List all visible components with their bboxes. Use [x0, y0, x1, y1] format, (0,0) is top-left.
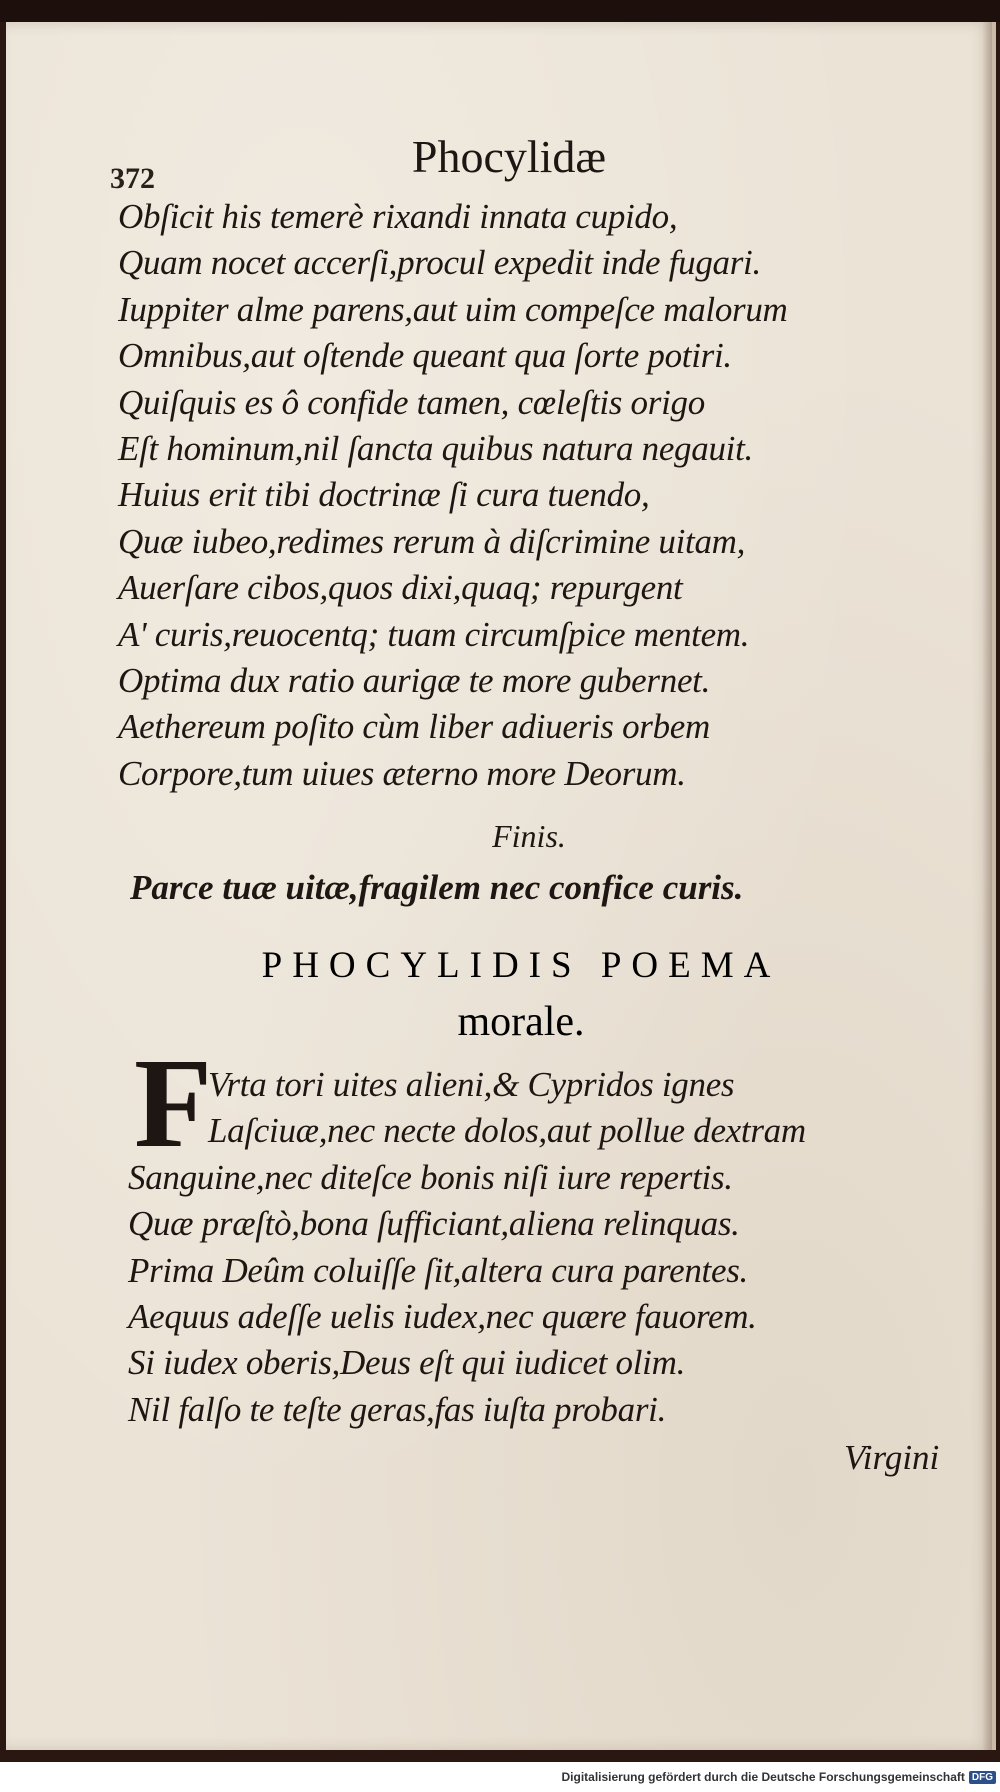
scan-top-edge [0, 0, 1000, 22]
digitization-footer [561, 1766, 996, 1788]
poem-subtitle: morale. [457, 999, 585, 1045]
verse-line: A' curis,reuocentq; tuam circumſpice mentem. [118, 614, 750, 654]
verse-line: Quam nocet accerſi,procul expedit inde fugari. [118, 243, 761, 283]
verse-line: Eſt hominum,nil ſanctа quibus natura negauit. [118, 429, 753, 469]
running-head: Phocylidæ [411, 131, 607, 182]
poem-title: PHOCYLIDIS POEMA [261, 945, 781, 986]
footer-text: Digitalisierung gefördert durch die Deutsche Forschungsgemeinschaft [561, 1770, 965, 1784]
verse-line: Vrta tori uites alieni,& Cypridos ignes [208, 1065, 735, 1104]
verse-line: Quiſquis es ô confide tamen, cœleſtis origo [118, 382, 705, 422]
verse-line: Prima Deûm coluiſſe ſit,altera cura parentes. [128, 1250, 748, 1290]
book-page [6, 22, 996, 1750]
verse-line: Aequus adeſſe uelis iudex,nec quære fauorem. [128, 1297, 757, 1337]
verse-line: Sanguine,nec diteſce bonis niſi iure repertis. [128, 1157, 733, 1197]
drop-cap-initial: F [134, 1032, 213, 1174]
verse-line: Obſicit his temerè rixandi innata cupido, [118, 197, 678, 236]
verse-line: Auerſare cibos,quos dixi,quaq; repurgent [118, 568, 683, 608]
dfg-logo-icon: DFG [969, 1771, 996, 1784]
verse-block-1 [118, 194, 878, 797]
finis-mark: Finis. [492, 818, 566, 854]
verse-line: Optima dux ratio aurigæ te more gubernet. [118, 661, 711, 701]
closing-verse: Parce tuæ uitæ,fragilem nec confice curis. [130, 868, 744, 907]
verse-line: Iuppiter alme parens,aut uim compeſce malorum [118, 289, 788, 329]
verse-line: Laſciuæ,nec necte dolos,aut pollue dextram [208, 1111, 806, 1151]
page-number: 372 [110, 162, 155, 195]
verse-line: Huius erit tibi doctrinæ ſi cura tuendo, [118, 475, 650, 515]
verse-line: Quæ præſtò,bona ſufficiant,aliena relinquas. [128, 1204, 740, 1244]
page-edge-shadow [982, 22, 992, 1750]
verse-line: Si iudex oberis,Deus eſt qui iudicet olim. [128, 1343, 686, 1383]
verse-line: Aethereum poſito cùm liber adiueris orbem [118, 707, 710, 747]
verse-line: Nil falſo te teſte geras,fas iuſta probari. [128, 1389, 667, 1429]
verse-line: Corpore,tum uiues æterno more Deorum. [118, 753, 686, 793]
poem-verse-block [128, 1062, 888, 1433]
verse-line: Quæ iubeo,redimes rerum à diſcrimine uitam, [118, 521, 746, 561]
verse-line: Omnibus,aut oſtende queant qua ſorte potiri. [118, 336, 732, 376]
catchword: Virgini [844, 1438, 940, 1477]
